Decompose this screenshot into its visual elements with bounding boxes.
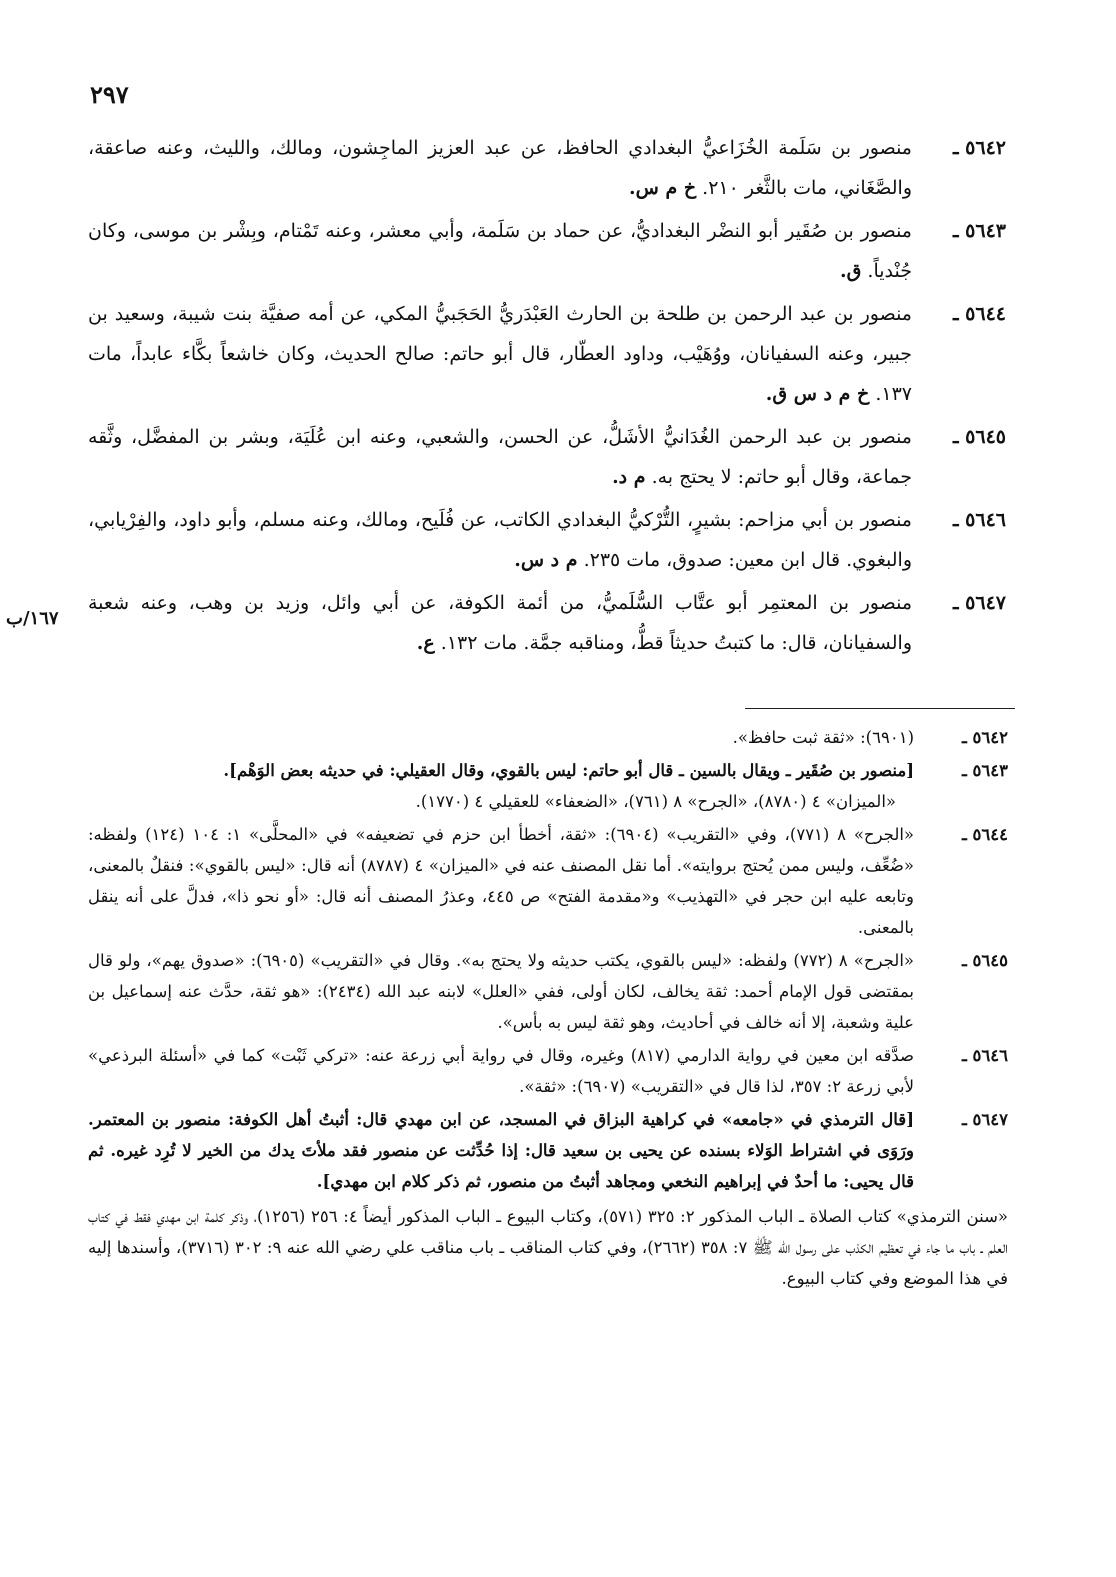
note-bold-text: [منصور بن صُقَير ـ ويقال بالسين ـ قال أبو حاتم: ليس بالقوي، وقال العقيلي: في حديثه بعض الوَهْم].	[223, 761, 914, 780]
entry-text: منصور بن عبد الرحمن بن طلحة بن الحارث العَبْدَريُّ الحَجَبيُّ المكي، عن أمه صفيَّة بنت شيبة، وسعيد بن جبير، وعنه السفيانان، ووُهَيْب، وداود العطّار، قال أبو حاتم: صالح الحديث، وكان خاشعاً بكَّاء عابداً، مات ١٣٧. خ م د س ق.	[88, 303, 912, 405]
note-text	[88, 1104, 914, 1197]
entry-symbols: ع.	[416, 632, 435, 654]
entry-5646	[88, 500, 1006, 580]
entry-text: منصور بن عبد الرحمن الغُدَانيُّ الأشَلُّ، عن الحسن، والشعبي، وعنه ابن عُلَيَة، وبشر بن المفضَّل، وثَّقه جماعة، وقال أبو حاتم: لا يحتج به. م د.	[88, 426, 912, 488]
entry-symbols: خ م د س ق.	[765, 383, 870, 405]
entry-5644	[88, 294, 1006, 414]
note-text: «الجرح» ٨ (٧٧٢) ولفظه: «ليس بالقوي، يكتب حديثه ولا يحتج به». وقال في «التقريب» (٦٩٠٥): «صدوق يهم»، ولو قال بمقتضى قول الإمام أحمد: ثقة يخالف، لكان أولى، ففي «العلل» لابنه عبد الله (٢٤٣٤): «هو ثقة، حدَّث عنه إسماعيل بن علية وشعبة، إلا أنه خالف في أحاديث، وهو ثقة ليس به بأس».	[88, 951, 914, 1032]
note-5644	[88, 819, 1008, 943]
note-number: ٥٦٤٤ ـ	[961, 825, 1008, 844]
entry-5642	[88, 128, 1006, 208]
note-text: صدَّقه ابن معين في رواية الدارمي (٨١٧) وغيره، وقال في رواية أبي زرعة عنه: «تركي ثَبْت» كما في «أسئلة البرذعي» لأبي زرعة ٢: ٣٥٧، لذا قال في «التقريب» (٦٩٠٧): «ثقة».	[88, 1046, 914, 1096]
note-number: ٥٦٤٧ ـ	[961, 1110, 1008, 1129]
note-number: ٥٦٤٦ ـ	[961, 1046, 1008, 1065]
entry-symbols: ق.	[840, 260, 862, 282]
entry-5643	[88, 211, 1006, 291]
note-text: (٦٩٠١): «ثقة ثبت حافظ».	[732, 728, 914, 747]
note-reference: «الميزان» ٤ (٨٧٨٠)، «الجرح» ٨ (٧٦١)، «الضعفاء» للعقيلي ٤ (١٧٧٠).	[415, 792, 896, 811]
main-text	[88, 128, 1006, 666]
entry-text: منصور بن سَلَمة الخُزَاعيُّ البغدادي الحافظ، عن عبد العزيز الماجِشون، ومالك، والليث، وعنه صاعقة، والصَّغَاني، مات بالثَّغر ٢١٠. خ م س.	[88, 137, 912, 199]
entry-5645	[88, 417, 1006, 497]
entry-number: ٥٦٤٤ ـ	[952, 303, 1006, 325]
entry-number: ٥٦٤٢ ـ	[952, 137, 1006, 159]
note-5647	[88, 1104, 1008, 1197]
entry-text: منصور بن صُقَير أبو النضْر البغداديُّ، عن حماد بن سَلَمة، وأبي معشر، وعنه تَمْتام، وبِشْر بن موسى، وكان جُنْدياً. ق.	[88, 220, 912, 282]
note-5643	[88, 755, 1008, 817]
note-5647-reference: «سنن الترمذي» كتاب الصلاة ـ الباب المذكور ٢: ٣٢٥ (٥٧١)، وكتاب البيوع ـ الباب المذكور أيضاً ٤: ٢٥٦ (١٢٥٦)، وذكر كلمة ابن مهدي فقط في كتاب العلم ـ باب ما جاء في تعظيم الكذب على رسول الله ﷺ ٧: ٣٥٨ (٢٦٦٢)، وفي كتاب المناقب ـ باب مناقب علي رضي الله عنه ٩: ٣٠٢ (٣٧١٦)، وأسندها إليه في هذا الموضع وفي كتاب البيوع.	[88, 1207, 1009, 1288]
entry-5647	[88, 583, 1006, 663]
note-number: ٥٦٤٣ ـ	[961, 761, 1008, 780]
entry-symbols: م د س.	[514, 549, 578, 571]
page-number: ٢٩٧	[90, 80, 129, 109]
note-5642	[88, 722, 1008, 753]
entry-text: منصور بن المعتمِر أبو عتَّاب السُّلَميُّ، من أئمة الكوفة، عن أبي وائل، وزيد بن وهب، وعنه شعبة والسفيانان، قال: ما كتبتُ حديثاً قطُّ، ومناقبه جمَّة. مات ١٣٢. ع.	[88, 592, 912, 654]
entry-number: ٥٦٤٣ ـ	[952, 220, 1006, 242]
note-number: ٥٦٤٥ ـ	[961, 951, 1008, 970]
entry-symbols: خ م س.	[629, 177, 697, 199]
entry-text: منصور بن أبي مزاحم: بشيرٍ، التُّرْكيُّ البغدادي الكاتب، عن فُلَيح، ومالك، وعنه مسلم، وأبو داود، والفِرْيابي، والبغوي. قال ابن معين: صدوق، مات ٢٣٥. م د س.	[88, 509, 912, 571]
note-text: «الجرح» ٨ (٧٧١)، وفي «التقريب» (٦٩٠٤): «ثقة، أخطأ ابن حزم في تضعيفه» في «المحلَّى» ١: ١٠٤ (١٢٤) ولفظه: «ضُعِّف، وليس ممن يُحتج بروايته». أما نقل المصنف عنه في «الميزان» ٤ (٨٧٨٧) أنه قال: «ليس بالقوي»: فنقلٌ بالمعنى، وتابعه عليه ابن حجر في «التهذيب» و«مقدمة الفتح» ص ٤٤٥، وعذرُ المصنف أنه قال: «أو نحو ذا»، فدلَّ على أنه ينقل بالمعنى.	[88, 825, 915, 937]
note-5645	[88, 945, 1008, 1038]
note-text	[88, 755, 914, 817]
footnotes	[88, 722, 1008, 1294]
entry-number: ٥٦٤٦ ـ	[952, 509, 1006, 531]
note-bold-text: [قال الترمذي في «جامعه» في كراهية البزاق في المسجد، عن ابن مهدي قال: أثبتُ أهل الكوفة: منصور بن المعتمر. ورَوَى في اشتراط الوَلاء بسنده عن يحيى بن سعيد قال: إذا حُدِّثت عن منصور فقد ملأتَ يدك من الخير لا تُرِد غيره. ثم قال يحيى: ما أحدٌ في إبراهيم النخعي ومجاهد أثبتُ من منصور، ثم ذكر كلام ابن مهدي].	[88, 1110, 914, 1191]
entry-symbols: م د.	[612, 466, 646, 488]
note-number: ٥٦٤٢ ـ	[961, 728, 1008, 747]
entry-number: ٥٦٤٧ ـ	[952, 592, 1006, 614]
note-5646	[88, 1040, 1008, 1102]
manuscript-folio-note: ١٦٧/ب	[6, 608, 59, 629]
entry-number: ٥٦٤٥ ـ	[952, 426, 1006, 448]
footnote-divider	[745, 708, 1015, 709]
